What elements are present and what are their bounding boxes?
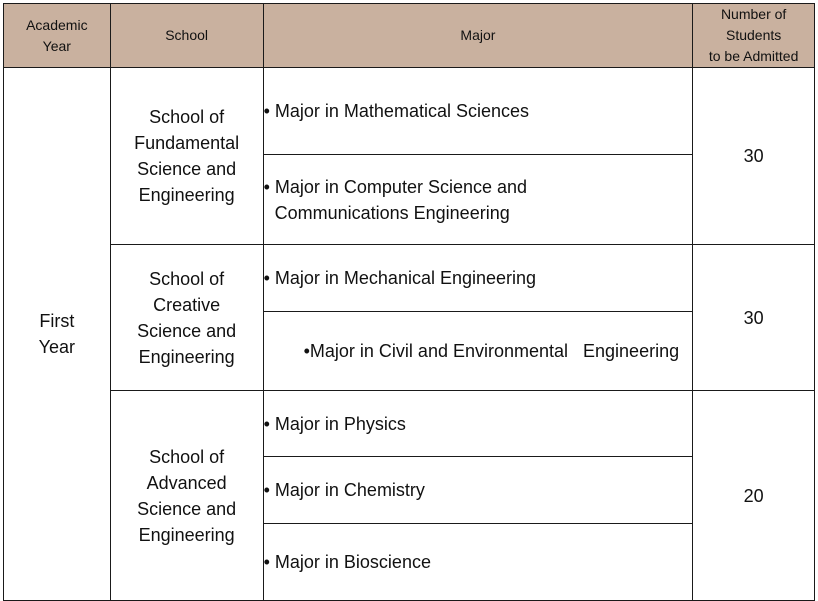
major-label: •Major in Civil and Environmental Engineering [303, 341, 680, 361]
students-count-cell [693, 68, 815, 245]
school-cell [110, 68, 263, 245]
major-cell [263, 391, 693, 457]
school-name-line: Fundamental [134, 133, 240, 153]
header-students-line: Number of [720, 6, 787, 22]
header-academic-year-line: Academic [26, 16, 88, 33]
header-row [4, 4, 815, 68]
major-cell [263, 312, 693, 391]
school-name-line: School of [149, 268, 225, 289]
table-row [4, 245, 815, 312]
header-major: Major [263, 4, 693, 68]
students-count: 30 [743, 307, 764, 328]
header-students-line: Students [725, 27, 782, 43]
header-students [693, 4, 815, 68]
academic-year-line: Year [38, 337, 76, 357]
header-academic-year-line: Year [42, 37, 71, 54]
admissions-table [3, 3, 815, 601]
table-row [4, 68, 815, 155]
school-cell [110, 391, 263, 601]
table-row [4, 391, 815, 457]
major-cell [263, 68, 693, 155]
school-name-line: Creative [153, 294, 221, 315]
major-cell [263, 245, 693, 312]
school-cell [110, 245, 263, 391]
school-name-line: School of [149, 446, 225, 467]
header-academic-year [4, 4, 111, 68]
school-name-line: Advanced [146, 472, 227, 493]
school-name-line: Engineering [138, 185, 235, 205]
major-label: • Major in Physics [263, 413, 406, 434]
major-cell [263, 155, 693, 245]
header-students-line: to be Admitted [708, 48, 799, 64]
academic-year-line: First [39, 311, 75, 331]
school-name-line: School of [149, 107, 225, 127]
major-label: • Major in Chemistry [263, 480, 425, 500]
major-cell [263, 524, 693, 601]
major-label: • Major in Bioscience [263, 552, 431, 572]
school-name-line: Engineering [138, 346, 235, 367]
major-cell [263, 457, 693, 524]
major-label: Communications Engineering [274, 202, 510, 223]
students-count-cell [693, 391, 815, 601]
students-count-cell [693, 245, 815, 391]
major-label: • Major in Computer Science and [263, 176, 528, 197]
school-name-line: Science and [137, 498, 237, 519]
major-label: • Major in Mathematical Sciences [263, 101, 529, 121]
major-label: • Major in Mechanical Engineering [263, 268, 537, 288]
header-school: School [110, 4, 263, 68]
academic-year-cell [4, 68, 111, 601]
students-count: 30 [743, 146, 764, 166]
school-name-line: Engineering [138, 524, 235, 545]
school-name-line: Science and [137, 159, 237, 179]
school-name-line: Science and [137, 320, 237, 341]
students-count: 20 [743, 485, 764, 506]
